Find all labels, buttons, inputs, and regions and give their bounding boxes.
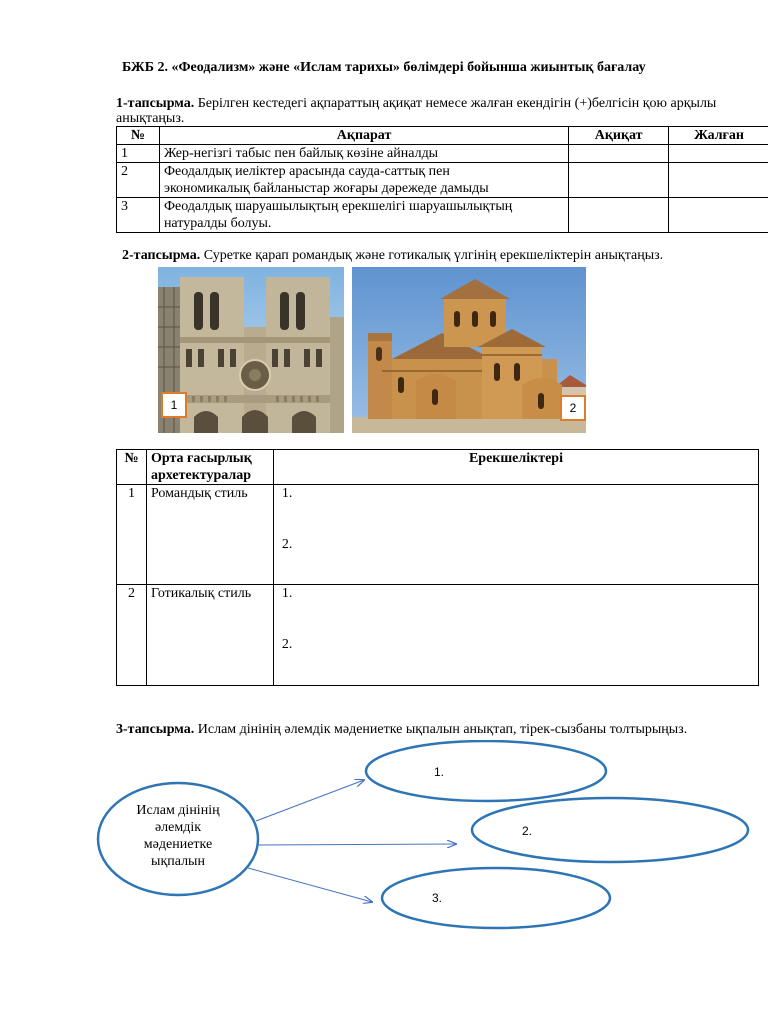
row-info-text: экономикалық байланыстар жоғары дәрежеде дамыды	[163, 181, 489, 196]
center-line: ықпалын	[151, 854, 205, 869]
mind-map-diagram	[0, 740, 768, 940]
node-1-label: 1.	[434, 765, 445, 779]
row-style: Романдық стиль	[146, 485, 273, 585]
image-badge-1: 1	[161, 392, 187, 418]
col-info: Ақпарат	[159, 127, 568, 145]
true-cell[interactable]	[569, 163, 669, 198]
row-num: 2	[117, 585, 147, 686]
arrow-2	[258, 844, 456, 845]
center-line: әлемдік	[154, 820, 202, 835]
romanesque-church-image	[352, 267, 586, 433]
table-header-row	[117, 127, 768, 145]
true-cell[interactable]	[569, 145, 669, 163]
task3-text: Ислам дінінің әлемдік мәдениетке ықпалын анықтап, тірек-сызбаны толтырыңыз.	[194, 722, 688, 737]
node-3[interactable]	[382, 868, 610, 928]
node-2-label: 2.	[522, 824, 533, 838]
row-num: 1	[117, 485, 147, 585]
feature-item: 1.	[281, 586, 293, 601]
row-info-text: Жер-негізгі табыс пен байлық көзіне айналды	[163, 146, 439, 161]
table-row	[117, 585, 759, 686]
row-num: 3	[117, 198, 160, 233]
col-features: Ерекшеліктері	[273, 450, 758, 485]
task1-text-cont: анықтаңыз.	[116, 111, 185, 126]
features-cell[interactable]	[273, 585, 758, 686]
row-style: Готикалық стиль	[146, 585, 273, 686]
task1-text: Берілген кестедегі ақпараттың ақиқат немесе жалған екендігін (+)белгісін қою арқылы	[194, 96, 717, 111]
features-cell[interactable]	[273, 485, 758, 585]
task1-label: 1-тапсырма.	[116, 96, 195, 111]
col-num: №	[117, 127, 160, 145]
feature-item: 2.	[281, 637, 293, 652]
row-num: 2	[117, 163, 160, 198]
table-row	[117, 163, 768, 198]
center-node-label	[118, 802, 238, 870]
table-row	[117, 198, 768, 233]
col-style	[146, 450, 273, 485]
task3-instructions	[116, 722, 687, 738]
task2-text: Суретке қарап романдық және готикалық үлгінің ерекшеліктерін анықтаңыз.	[200, 248, 664, 263]
row-info	[159, 163, 568, 198]
page-title: БЖБ 2. «Феодализм» және «Ислам тарихы» бөлімдері бойынша жиынтық бағалау	[122, 60, 646, 75]
row-info-text: Феодалдық шаруашылықтың ерекшелігі шаруашылықтың	[163, 199, 513, 214]
false-cell[interactable]	[669, 163, 768, 198]
node-2[interactable]	[472, 798, 748, 862]
col-style-line: архетектуралар	[150, 468, 252, 483]
true-cell[interactable]	[569, 198, 669, 233]
center-line: мәдениетке	[143, 837, 213, 852]
col-false: Жалған	[669, 127, 768, 145]
task2-table	[116, 449, 759, 686]
table-row	[117, 145, 768, 163]
false-cell[interactable]	[669, 198, 768, 233]
arrow-3	[248, 868, 372, 902]
center-line: Ислам дінінің	[136, 803, 220, 818]
feature-item: 2.	[281, 537, 293, 552]
table-header-row	[117, 450, 759, 485]
task2-instructions	[122, 248, 663, 264]
image-badge-2: 2	[560, 395, 586, 421]
row-info-text: натуралды болуы.	[163, 216, 272, 231]
task1-instructions	[116, 96, 716, 112]
false-cell[interactable]	[669, 145, 768, 163]
task2-label: 2-тапсырма.	[122, 248, 201, 263]
col-style-line: Орта ғасырлық	[150, 451, 252, 466]
arrow-1	[256, 780, 364, 821]
node-3-label: 3.	[432, 891, 443, 905]
row-num: 1	[117, 145, 160, 163]
task3-label: 3-тапсырма.	[116, 722, 195, 737]
col-num: №	[117, 450, 147, 485]
row-info	[159, 198, 568, 233]
table-row	[117, 485, 759, 585]
col-true: Ақиқат	[569, 127, 669, 145]
row-info	[159, 145, 568, 163]
row-info-text: Феодалдық иеліктер арасында сауда-саттық пен	[163, 164, 450, 179]
feature-item: 1.	[281, 486, 293, 501]
task1-table	[116, 126, 768, 233]
node-1[interactable]	[366, 741, 606, 801]
